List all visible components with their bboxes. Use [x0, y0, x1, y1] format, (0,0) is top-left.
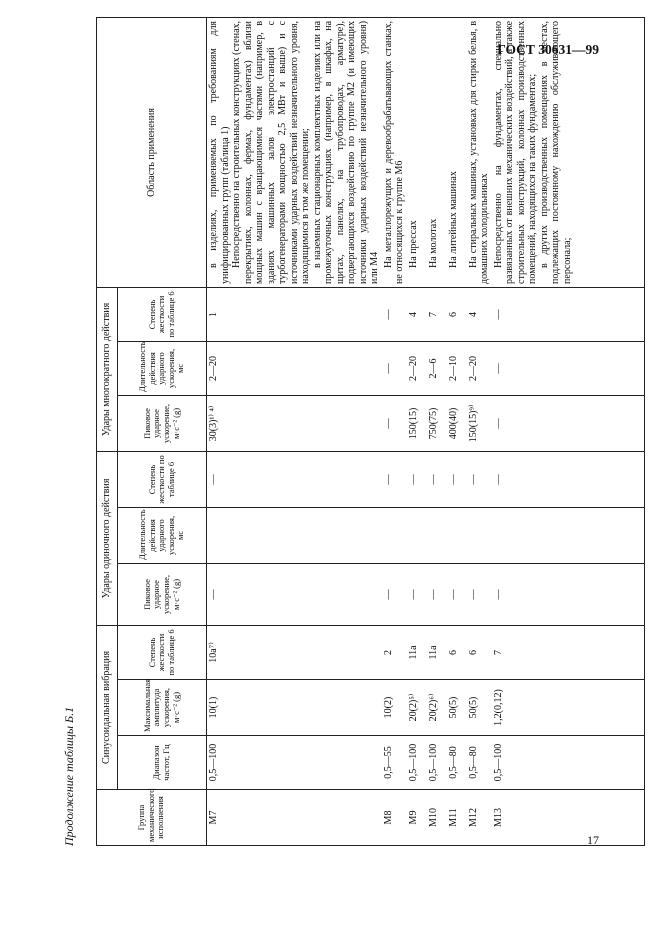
cell-freq: 0,5—55 — [382, 736, 407, 790]
header-multi-duration: Длительность действия ударного ускорения, мс — [118, 341, 207, 395]
cell-application — [467, 17, 492, 287]
header-multiple-shock: Удары многократного действия — [97, 287, 118, 451]
header-max-amplitude: Максимальная амплитуда ускорения, м·с⁻² (g) — [118, 680, 207, 736]
cell-single-rigidity: — — [467, 451, 492, 507]
cell-multi-rigidity: 6 — [447, 287, 467, 341]
header-single-duration: Длительность действия ударного ускорения, мс — [118, 507, 207, 563]
cell-rigidity: 11а — [427, 625, 447, 679]
cell-multi-duration: — — [382, 341, 407, 395]
cell-application — [427, 17, 447, 287]
cell-group: М7 — [207, 790, 382, 846]
cell-application — [207, 17, 382, 287]
cell-multi-peak: — — [382, 395, 407, 451]
cell-amplitude: 50(5) — [447, 680, 467, 736]
cell-freq: 0,5—80 — [467, 736, 492, 790]
rotated-table-block — [62, 18, 622, 846]
cell-single-duration — [207, 507, 382, 563]
cell-single-peak: — — [207, 563, 382, 625]
application-paragraph: На стиральных машинах, установках для стирки белья, в домашних холодильниках — [467, 20, 490, 284]
cell-multi-rigidity: 1 — [207, 287, 382, 341]
application-paragraph: Непосредственно на фундаментах, специально развязанных от внешних механических воздействий, а также строительных конструкций, колоннах производственных помещений, находящихся на таких фундаментах; — [492, 20, 538, 284]
application-paragraph: в наземных стационарных комплектных изделиях или на промежуточных конструкциях (например, в шкафах, на щитах, панелях, на трубопроводах, арматуре), подвергающихся воздействию по группе М2 (и имеющих источники ударных воздействий незначительного уровня) или М4 — [311, 20, 380, 284]
cell-multi-peak: — — [492, 395, 645, 451]
cell-group: М12 — [467, 790, 492, 846]
application-paragraph: Непосредственно на строительных конструкциях (стенах, перекрытиях, колоннах, фермах, фундаментах) вблизи мощных машин с вращающимися частями (например, в зданиях машинных залов электростанций с турбогенераторами мощностью 2,5 МВт и выше) и с источниками ударных воздействий незначительного уровня, находящимися в том же помещении; — [231, 20, 311, 284]
cell-amplitude: 20(2)⁶⁾ — [427, 680, 447, 736]
table-row — [427, 17, 447, 845]
cell-multi-rigidity: 4 — [467, 287, 492, 341]
header-sine-vibration: Синусоидальная вибрация — [97, 625, 118, 789]
application-paragraph: На прессах — [407, 220, 419, 268]
cell-single-duration — [492, 507, 645, 563]
cell-group: М11 — [447, 790, 467, 846]
cell-application — [382, 17, 407, 287]
cell-single-duration — [407, 507, 427, 563]
header-single-shock: Удары одиночного действия — [97, 451, 118, 625]
cell-application — [492, 17, 645, 287]
table-row — [382, 17, 407, 845]
cell-multi-duration: 2—20 — [207, 341, 382, 395]
cell-rigidity: 6 — [447, 625, 467, 679]
cell-single-peak: — — [407, 563, 427, 625]
cell-freq: 0,5—80 — [447, 736, 467, 790]
cell-multi-peak: 150(15) — [407, 395, 427, 451]
cell-amplitude: 50(5) — [467, 680, 492, 736]
header-single-peak: Пиковое ударное ускорение, м·с⁻² (g) — [118, 563, 207, 625]
mechanical-groups-table — [96, 17, 645, 846]
application-paragraph: На молотах — [427, 218, 439, 268]
cell-multi-peak: 30(3)¹⁾ ⁴⁾ — [207, 395, 382, 451]
cell-rigidity: 11а — [407, 625, 427, 679]
cell-single-peak: — — [382, 563, 407, 625]
header-single-rigidity: Степень жесткости по таблице 6 — [118, 451, 207, 507]
cell-amplitude: 10(1) — [207, 680, 382, 736]
cell-multi-duration: 2—20 — [407, 341, 427, 395]
cell-single-rigidity: — — [382, 451, 407, 507]
cell-multi-rigidity: — — [382, 287, 407, 341]
continuation-title: Продолжение таблицы Б.1 — [62, 706, 76, 846]
cell-single-peak: — — [467, 563, 492, 625]
cell-multi-peak: 150(15)⁹⁾ — [467, 395, 492, 451]
cell-single-peak: — — [447, 563, 467, 625]
table-row — [407, 17, 427, 845]
cell-group: М10 — [427, 790, 447, 846]
cell-multi-rigidity: 7 — [427, 287, 447, 341]
cell-multi-duration: — — [492, 341, 645, 395]
cell-amplitude: 1,2(0,12) — [492, 680, 645, 736]
application-paragraph: в других производственных помещениях в местах, подлежащих постоянному нахождению обслуживающего персонала; — [538, 20, 573, 284]
cell-rigidity: 2 — [382, 625, 407, 679]
page-number: 17 — [587, 833, 599, 847]
cell-multi-rigidity: 4 — [407, 287, 427, 341]
cell-multi-rigidity: — — [492, 287, 645, 341]
cell-multi-duration: 2—10 — [447, 341, 467, 395]
cell-group: М13 — [492, 790, 645, 846]
cell-multi-duration: 2—20 — [467, 341, 492, 395]
document-code: ГОСТ 30631—99 — [497, 42, 599, 57]
cell-single-duration — [382, 507, 407, 563]
cell-multi-peak: 750(75) — [427, 395, 447, 451]
header-freq-range: Диапазон частот, Гц — [118, 736, 207, 790]
cell-freq: 0,5—100 — [427, 736, 447, 790]
table-row — [467, 17, 492, 845]
application-paragraph: На металлорежущих и деревообрабатывающих станках, не относящихся к группе М6 — [382, 20, 405, 284]
cell-single-rigidity: — — [207, 451, 382, 507]
application-paragraph: На литейных машинах — [447, 171, 459, 268]
cell-single-rigidity: — — [407, 451, 427, 507]
cell-group: М8 — [382, 790, 407, 846]
table-row — [492, 17, 645, 845]
cell-rigidity: 6 — [467, 625, 492, 679]
cell-single-duration — [447, 507, 467, 563]
cell-rigidity: 7 — [492, 625, 645, 679]
cell-application — [407, 17, 427, 287]
header-group: Группа механического исполнения — [97, 790, 207, 846]
header-multi-peak: Пиковое ударное ускорение, м·с⁻² (g) — [118, 395, 207, 451]
cell-single-peak: — — [492, 563, 645, 625]
cell-single-rigidity: — — [447, 451, 467, 507]
cell-freq: 0,5—100 — [407, 736, 427, 790]
cell-freq: 0,5—100 — [492, 736, 645, 790]
table-row — [447, 17, 467, 845]
cell-single-rigidity: — — [427, 451, 447, 507]
cell-single-duration — [427, 507, 447, 563]
cell-single-duration — [467, 507, 492, 563]
cell-freq: 0,5—100 — [207, 736, 382, 790]
cell-single-rigidity: — — [492, 451, 645, 507]
header-application: Область применения — [97, 17, 207, 287]
application-paragraph: в изделиях, применяемых по требованиям для унифицированных групп (таблица 1) — [208, 20, 231, 284]
cell-amplitude: 20(2)⁵⁾ — [407, 680, 427, 736]
header-multi-rigidity: Степень жесткости по таблице 6 — [118, 287, 207, 341]
cell-group: М9 — [407, 790, 427, 846]
cell-rigidity: 10а⁷⁾ — [207, 625, 382, 679]
cell-application — [447, 17, 467, 287]
header-rigidity: Степень жесткости по таблице 6 — [118, 625, 207, 679]
table-row — [207, 17, 382, 845]
cell-amplitude: 10(2) — [382, 680, 407, 736]
cell-multi-duration: 2—6 — [427, 341, 447, 395]
cell-single-peak: — — [427, 563, 447, 625]
cell-multi-peak: 400(40) — [447, 395, 467, 451]
